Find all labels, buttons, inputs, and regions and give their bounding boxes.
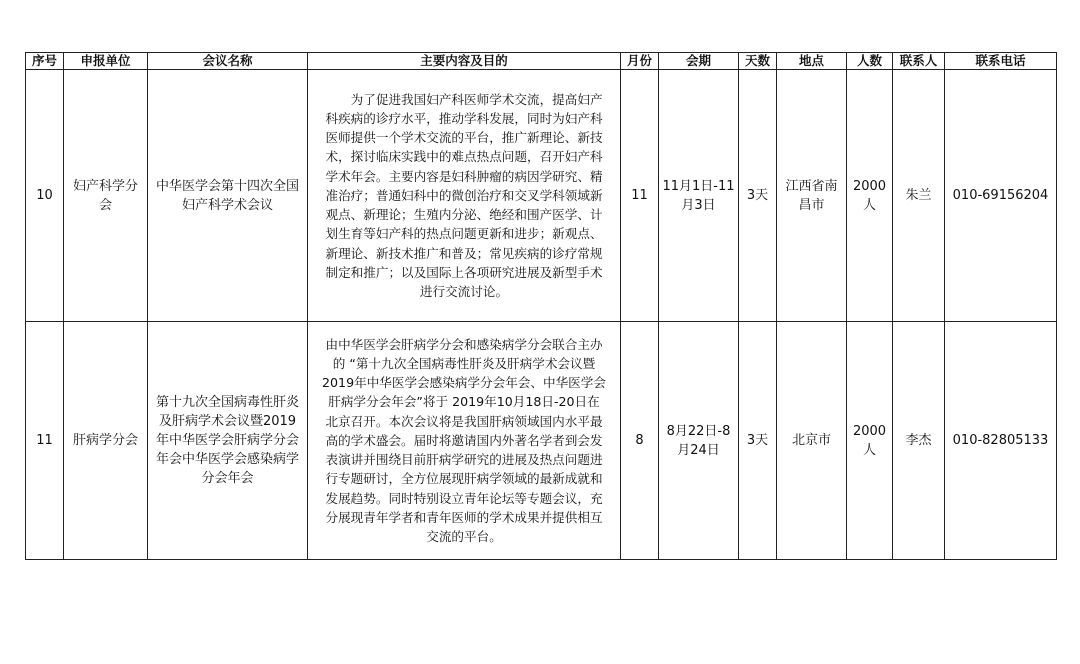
cell-name: 第十九次全国病毒性肝炎 及肝病学术会议暨2019 年中华医学会肝病学分会 年会中华医学会感染病学 分会年会 [148, 322, 308, 560]
cell-unit: 妇产科学分 会 [64, 70, 148, 322]
cell-month: 11 [621, 70, 659, 322]
cell-content: 由中华医学会肝病学分会和感染病学分会联合主办 的 “第十九次全国病毒性肝炎及肝病学术会议暨 2019年中华医学会感染病学分会年会、中华医学会 肝病学分会年会”将于 2019年10月18日-20日在 北京召开。本次会议将是我国肝病领域国内水平最 高的学术盛会。届时将邀请国内外著名学者到会发 表演讲并围绕目前肝病学研究的进展及热点问题进 行专题研讨，全方位展现肝病学领域的最新成就和 发展趋势。同时特别设立青年论坛等专题会议，充 分展现青年学者和青年医师的学术成果并提供相互 交流的平台。 [308, 322, 621, 560]
header-unit: 申报单位 [64, 53, 148, 70]
cell-people: 2000 人 [847, 322, 893, 560]
cell-contact: 朱兰 [893, 70, 945, 322]
cell-days: 3天 [739, 70, 777, 322]
cell-period: 8月22日-8 月24日 [659, 322, 739, 560]
cell-place: 北京市 [777, 322, 847, 560]
cell-people: 2000 人 [847, 70, 893, 322]
table-row [26, 70, 1057, 322]
cell-no: 10 [26, 70, 64, 322]
header-no: 序号 [26, 53, 64, 70]
cell-period: 11月1日-11 月3日 [659, 70, 739, 322]
header-content: 主要内容及目的 [308, 53, 621, 70]
header-days: 天数 [739, 53, 777, 70]
cell-month: 8 [621, 322, 659, 560]
header-row [26, 53, 1057, 70]
header-place: 地点 [777, 53, 847, 70]
header-contact: 联系人 [893, 53, 945, 70]
cell-unit: 肝病学分会 [64, 322, 148, 560]
cell-no: 11 [26, 322, 64, 560]
conference-table [25, 52, 1057, 560]
table-row [26, 322, 1057, 560]
header-phone: 联系电话 [945, 53, 1057, 70]
cell-place: 江西省南 昌市 [777, 70, 847, 322]
header-period: 会期 [659, 53, 739, 70]
cell-name: 中华医学会第十四次全国 妇产科学术会议 [148, 70, 308, 322]
cell-content: 为了促进我国妇产科医师学术交流，提高妇产 科疾病的诊疗水平，推动学科发展，同时为妇产科 医师提供一个学术交流的平台，推广新理论、新技 术，探讨临床实践中的难点热点问题，召开妇产科 学术年会。主要内容是妇科肿瘤的病因学研究、精 准治疗；普通妇科中的微创治疗和交叉学科领域新 观点、新理论；生殖内分泌、绝经和围产医学、计 划生育等妇产科的热点问题更新和进步；新观点、 新理论、新技术推广和普及；常见疾病的诊疗常规 制定和推广；以及国际上各项研究进展及新型手术 进行交流讨论。 [308, 70, 621, 322]
header-month: 月份 [621, 53, 659, 70]
header-people: 人数 [847, 53, 893, 70]
cell-contact: 李杰 [893, 322, 945, 560]
cell-phone: 010-82805133 [945, 322, 1057, 560]
cell-phone: 010-69156204 [945, 70, 1057, 322]
cell-days: 3天 [739, 322, 777, 560]
header-name: 会议名称 [148, 53, 308, 70]
